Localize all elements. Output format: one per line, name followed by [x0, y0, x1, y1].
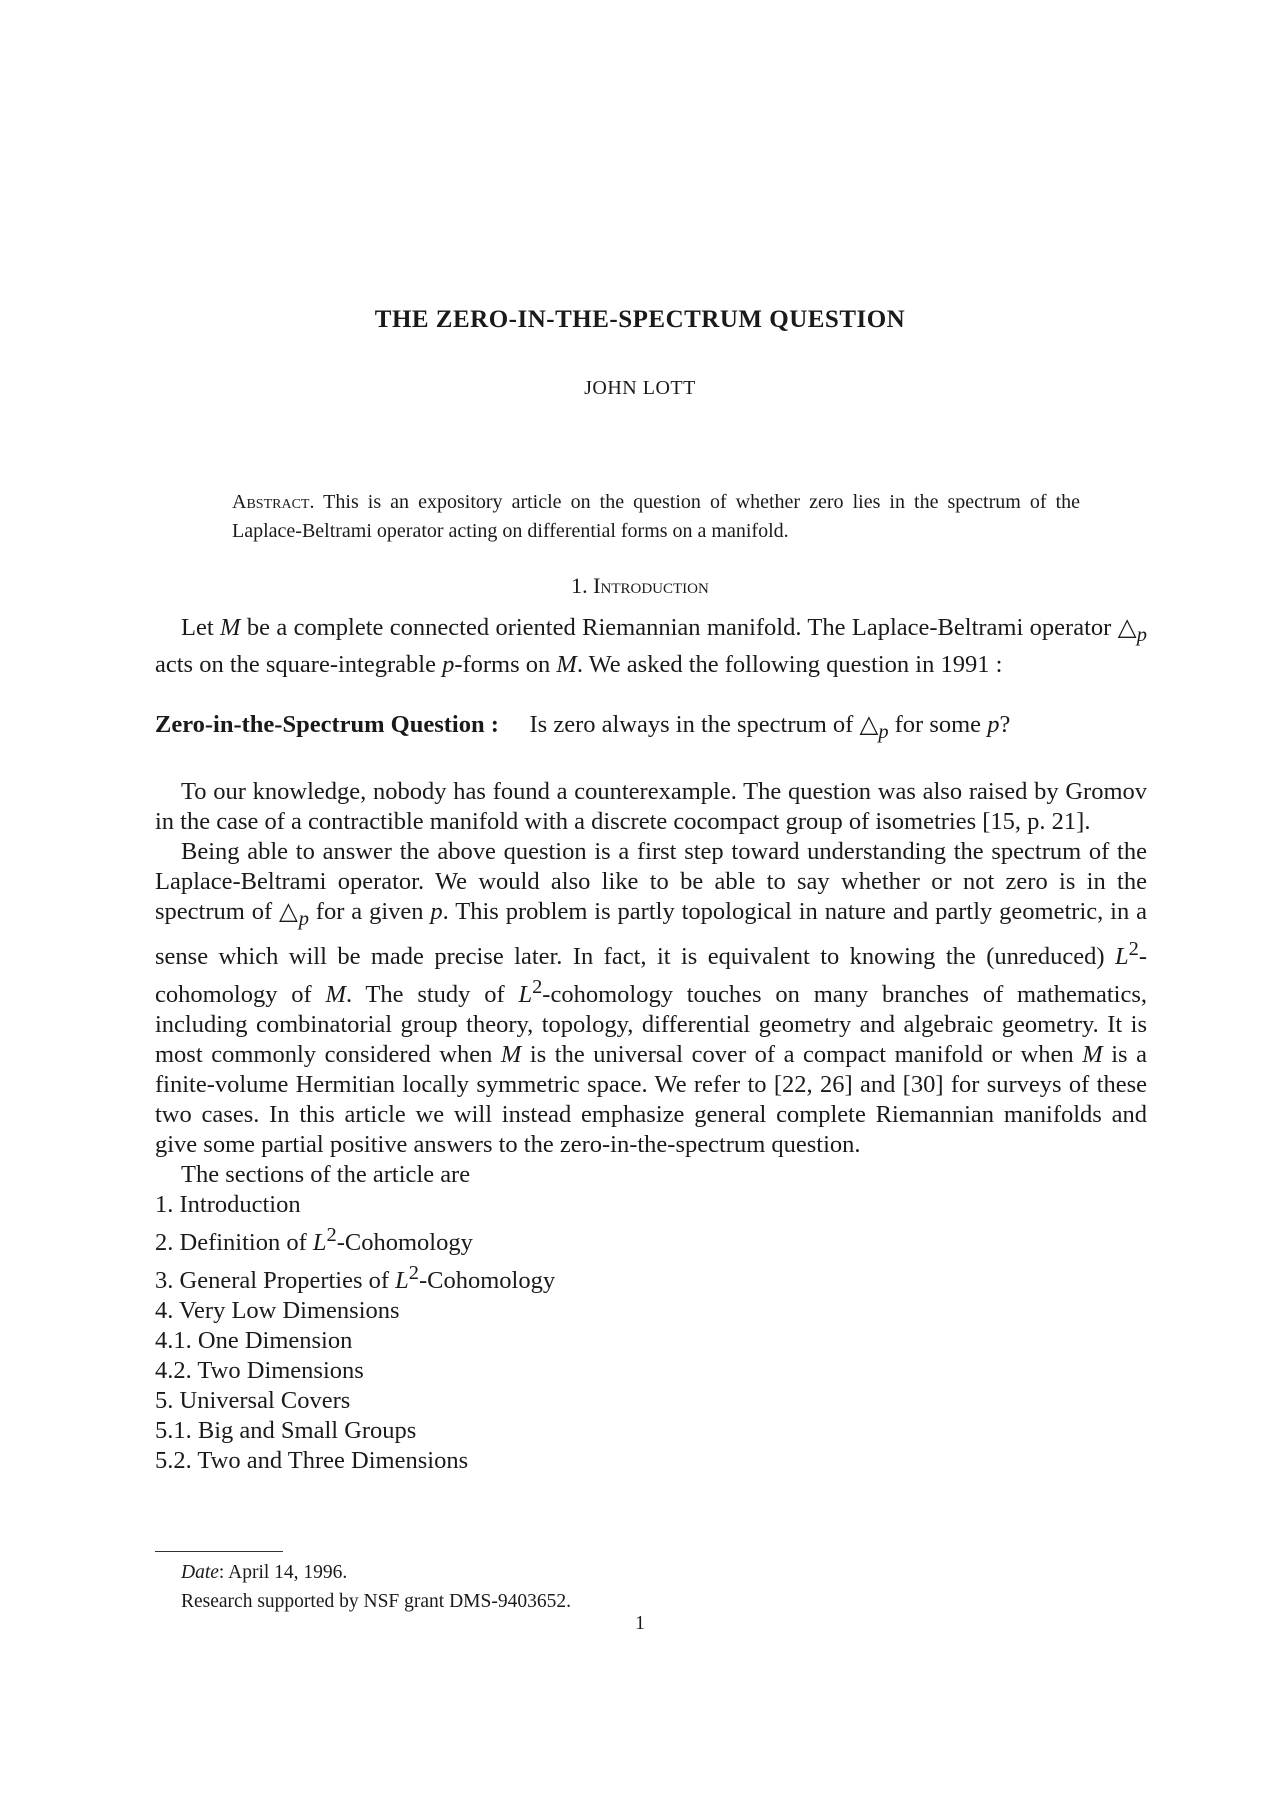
math-p: p [442, 650, 455, 678]
math-M: M [556, 650, 577, 678]
math-superscript: 2 [326, 1223, 337, 1246]
math-L: L [1114, 942, 1129, 970]
toc-item: 5. Universal Covers [155, 1387, 351, 1415]
text: -Cohomology [419, 1267, 556, 1295]
math-p: p [1136, 623, 1147, 646]
text: is the universal cover of a compact manifold or when [521, 1040, 1083, 1068]
text: Let [181, 614, 221, 641]
math-superscript: 2 [408, 1262, 419, 1285]
toc-item [155, 1258, 1147, 1296]
text: . We asked the following question in 1991 : [576, 650, 1003, 678]
text: ? [999, 710, 1011, 738]
math-L: L [312, 1229, 327, 1257]
question-statement [155, 710, 1147, 747]
math-p: p [298, 907, 309, 930]
math-M: M [1082, 1040, 1103, 1068]
text: . This problem is partly topological in nature and partly geometric, in a sense which will be made precise later. In fact, it is equivalent to knowing the (unreduced) [155, 897, 1148, 970]
footnote-divider [155, 1551, 283, 1552]
toc-item: 5.1. Big and Small Groups [155, 1417, 417, 1445]
paper-title: THE ZERO-IN-THE-SPECTRUM QUESTION [374, 306, 906, 333]
math-laplacian: △ [279, 897, 299, 925]
footnote [181, 1558, 571, 1616]
table-of-contents [155, 1190, 1147, 1476]
toc-item: 1. Introduction [155, 1190, 301, 1218]
math-p: p [878, 720, 889, 743]
text: Is zero always in the spectrum of [529, 710, 860, 738]
paragraph-2: To our knowledge, nobody has found a counterexample. The question was also raised by Gromov in the case of a contractible manifold with a discrete cocompact group of isometries [15, p. 21]. [155, 777, 1147, 835]
math-laplacian: △ [859, 710, 879, 738]
section-title: Introduction [593, 573, 709, 598]
toc-item: 4.2. Two Dimensions [155, 1357, 364, 1385]
text: is a finite-volume Hermitian locally symmetric space. We refer to [22, 26] and [30] for surveys of these two cases. In this article we will instead emphasize general complete Riemannian manifolds and give some partial positive answers to the zero-in-the-spectrum question. [155, 1040, 1148, 1158]
math-laplacian: △ [1117, 614, 1137, 641]
date-label: Date [181, 1562, 219, 1583]
toc-item [155, 1220, 1147, 1258]
text: Being able to answer the above question is a first step toward understanding the spectrum of the Laplace-Beltrami operator. We would also like to be able to say whether or not zero is in the spectrum of [155, 837, 1147, 925]
text: . The study of [345, 980, 519, 1008]
footnote-support: Research supported by NSF grant DMS-9403652. [181, 1591, 571, 1612]
question-label: Zero-in-the-Spectrum Question : [155, 710, 499, 738]
footnote-date [181, 1558, 571, 1587]
text: for some [888, 710, 988, 738]
math-p: p [987, 710, 1000, 738]
math-L: L [518, 980, 533, 1008]
text: 2. Definition of [155, 1229, 313, 1257]
math-M: M [500, 1040, 522, 1068]
paper-author: JOHN LOTT [584, 377, 696, 399]
math-L: L [395, 1267, 409, 1295]
text: -forms on [454, 650, 557, 678]
math-superscript: 2 [532, 975, 543, 998]
paragraph-4: The sections of the article are [181, 1160, 471, 1188]
toc-item: 4.1. One Dimension [155, 1327, 353, 1355]
body-text [155, 613, 1147, 1476]
section-number: 1. [571, 573, 588, 598]
abstract [232, 488, 1080, 546]
text: -cohomology of [155, 942, 1147, 1008]
abstract-text: This is an expository article on the question of whether zero lies in the spectrum of the Laplace-Beltrami operator acting on differential forms on a manifold. [232, 491, 1081, 542]
text: -cohomology touches on many branches of mathematics, including combinatorial group theory, topology, differential geometry and algebraic geometry. It is most commonly considered when [155, 980, 1147, 1068]
math-M: M [220, 614, 241, 641]
paragraph-1 [155, 613, 1147, 680]
date-value: : April 14, 1996. [218, 1562, 348, 1583]
math-superscript: 2 [1128, 937, 1139, 960]
section-heading [0, 573, 1280, 599]
text: 3. General Properties of [155, 1267, 396, 1295]
text: for a given [308, 897, 431, 925]
page-number: 1 [635, 1613, 645, 1634]
paragraph-3 [155, 837, 1147, 1160]
text: acts on the square-integrable [155, 650, 443, 678]
toc-item: 4. Very Low Dimensions [155, 1297, 400, 1325]
text: be a complete connected oriented Riemannian manifold. The Laplace-Beltrami operator [240, 614, 1118, 641]
math-p: p [430, 897, 443, 925]
text: -Cohomology [336, 1229, 473, 1257]
toc-item: 5.2. Two and Three Dimensions [155, 1447, 469, 1475]
abstract-label: Abstract. [232, 491, 315, 513]
math-M: M [325, 980, 346, 1008]
